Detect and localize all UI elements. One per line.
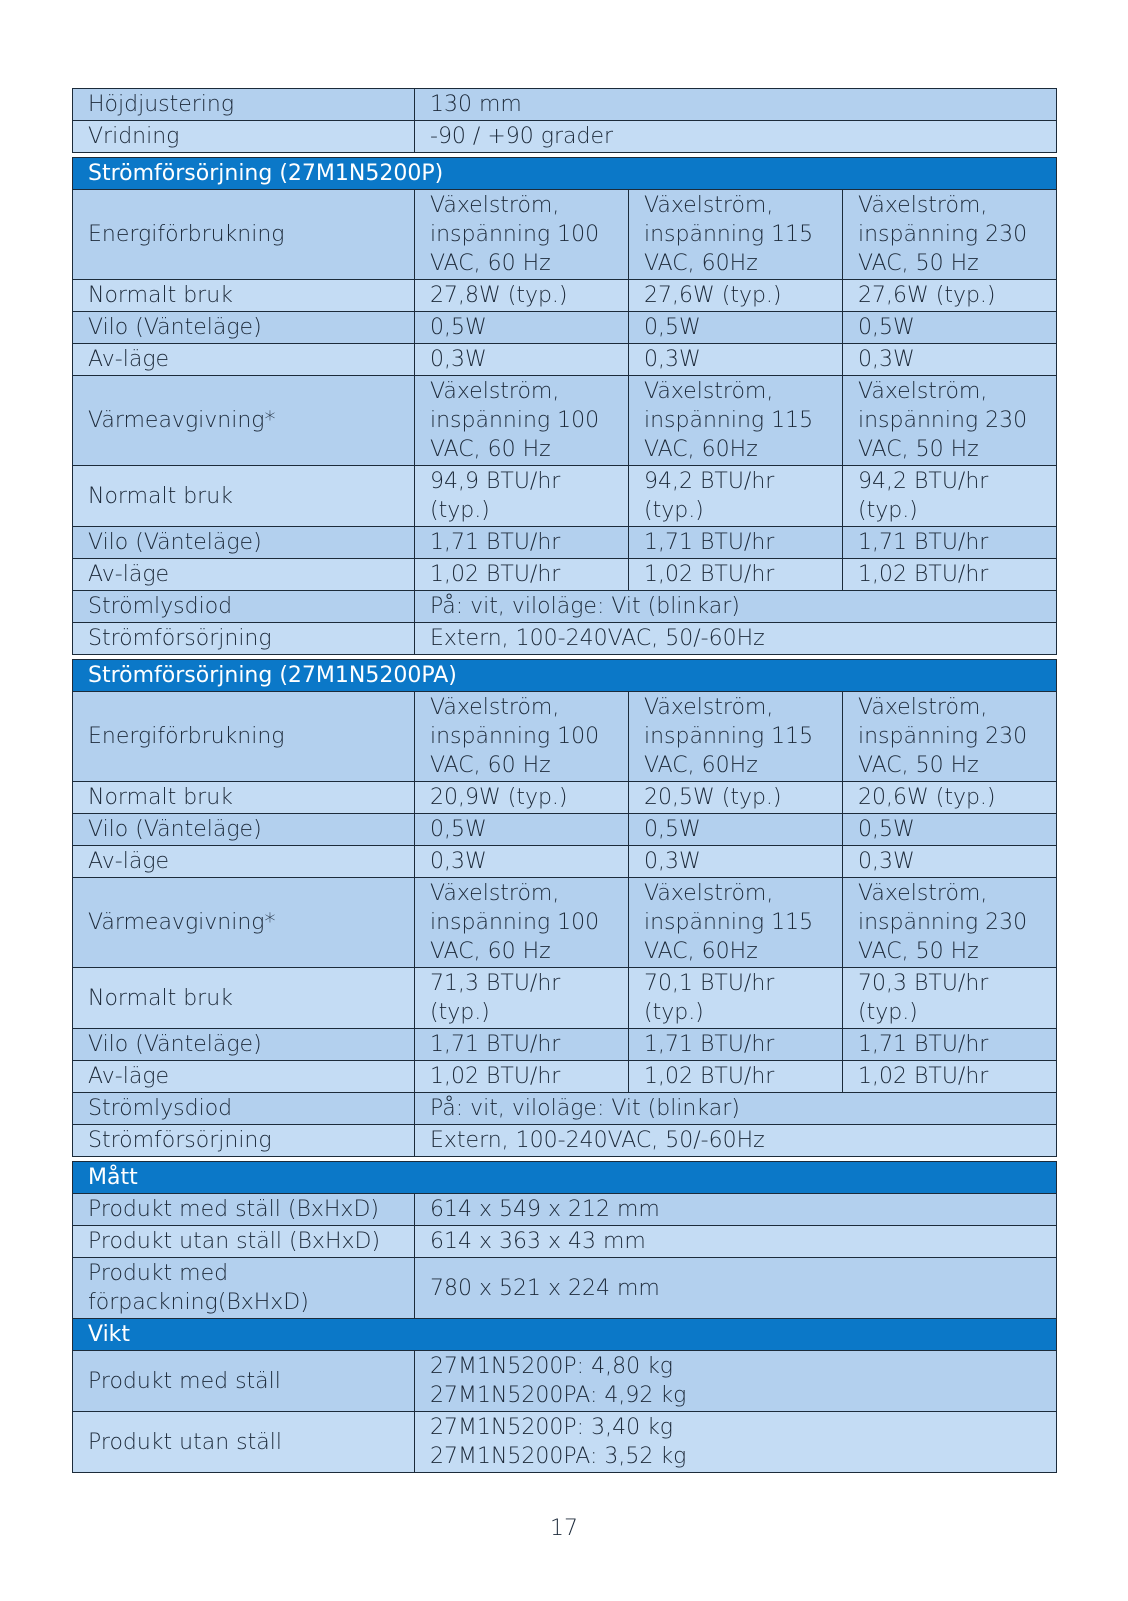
row-swivel — [73, 121, 1057, 153]
cell-value — [415, 1412, 1057, 1473]
cell-value: 94,2 BTU/hr (typ.) — [629, 466, 843, 527]
cell-value: 0,5W — [415, 312, 629, 344]
row-power-normal — [73, 280, 1057, 312]
cell-value: 1,71 BTU/hr — [843, 1029, 1057, 1061]
row-power-normal — [73, 782, 1057, 814]
cell-value: 1,02 BTU/hr — [415, 559, 629, 591]
cell-value: 20,9W (typ.) — [415, 782, 629, 814]
cell-value: Extern, 100-240VAC, 50/-60Hz — [415, 1125, 1057, 1157]
cell-label: Produkt med ställ (BxHxD) — [73, 1194, 415, 1226]
section-title: Vikt — [73, 1319, 1057, 1351]
cell-value: 27,6W (typ.) — [629, 280, 843, 312]
cell-value: 1,02 BTU/hr — [843, 559, 1057, 591]
cell-value: 614 x 549 x 212 mm — [415, 1194, 1057, 1226]
row-dim-without-stand — [73, 1226, 1057, 1258]
cell-condition: Växelström, inspänning 230 VAC, 50 Hz — [843, 376, 1057, 466]
cell-value: 0,3W — [415, 846, 629, 878]
row-heat-conditions — [73, 376, 1057, 466]
cell-value: 0,5W — [629, 312, 843, 344]
weight-line: 27M1N5200PA: 3,52 kg — [430, 1444, 687, 1469]
cell-value: 0,5W — [843, 312, 1057, 344]
weight-line: 27M1N5200P: 4,80 kg — [430, 1354, 674, 1379]
cell-value: 0,3W — [415, 344, 629, 376]
row-energy-conditions — [73, 692, 1057, 782]
row-power-off — [73, 344, 1057, 376]
row-energy-conditions — [73, 190, 1057, 280]
cell-label: Strömlysdiod — [73, 1093, 415, 1125]
cell-value: 20,5W (typ.) — [629, 782, 843, 814]
row-heat-conditions — [73, 878, 1057, 968]
cell-value: 1,71 BTU/hr — [843, 527, 1057, 559]
cell-value: 70,3 BTU/hr (typ.) — [843, 968, 1057, 1029]
row-heat-normal — [73, 968, 1057, 1029]
cell-label: Strömlysdiod — [73, 591, 415, 623]
row-heat-off — [73, 559, 1057, 591]
section-header-weight — [73, 1319, 1057, 1351]
cell-label: Energiförbrukning — [73, 692, 415, 782]
cell-value: 1,71 BTU/hr — [629, 1029, 843, 1061]
cell-label: Normalt bruk — [73, 782, 415, 814]
cell-label: Vridning — [73, 121, 415, 153]
cell-label: Av-läge — [73, 559, 415, 591]
cell-value: 27,6W (typ.) — [843, 280, 1057, 312]
cell-value: 20,6W (typ.) — [843, 782, 1057, 814]
cell-value: 0,3W — [629, 344, 843, 376]
cell-value: 0,3W — [843, 846, 1057, 878]
cell-condition: Växelström, inspänning 115 VAC, 60Hz — [629, 692, 843, 782]
cell-value: 27,8W (typ.) — [415, 280, 629, 312]
cell-value: 0,3W — [629, 846, 843, 878]
cell-condition: Växelström, inspänning 115 VAC, 60Hz — [629, 376, 843, 466]
cell-label: Strömförsörjning — [73, 1125, 415, 1157]
cell-value: 1,02 BTU/hr — [629, 1061, 843, 1093]
section-title: Mått — [73, 1162, 1057, 1194]
cell-value: 94,2 BTU/hr (typ.) — [843, 466, 1057, 527]
cell-condition: Växelström, inspänning 100 VAC, 60 Hz — [415, 376, 629, 466]
cell-value: 94,9 BTU/hr (typ.) — [415, 466, 629, 527]
cell-value: 71,3 BTU/hr (typ.) — [415, 968, 629, 1029]
row-power-supply — [73, 623, 1057, 655]
cell-label: Värmeavgivning* — [73, 376, 415, 466]
cell-value: 70,1 BTU/hr (typ.) — [629, 968, 843, 1029]
cell-value: 1,71 BTU/hr — [629, 527, 843, 559]
cell-label: Normalt bruk — [73, 466, 415, 527]
cell-value — [415, 1351, 1057, 1412]
cell-value: 0,5W — [843, 814, 1057, 846]
cell-condition: Växelström, inspänning 115 VAC, 60Hz — [629, 190, 843, 280]
cell-condition: Växelström, inspänning 100 VAC, 60 Hz — [415, 190, 629, 280]
row-power-led — [73, 1093, 1057, 1125]
row-heat-standby — [73, 1029, 1057, 1061]
cell-condition: Växelström, inspänning 100 VAC, 60 Hz — [415, 878, 629, 968]
cell-value: 780 x 521 x 224 mm — [415, 1258, 1057, 1319]
cell-value: 1,02 BTU/hr — [843, 1061, 1057, 1093]
cell-value: 1,71 BTU/hr — [415, 527, 629, 559]
spec-page — [72, 88, 1056, 1473]
cell-condition: Växelström, inspänning 230 VAC, 50 Hz — [843, 190, 1057, 280]
cell-label: Vilo (Vänteläge) — [73, 527, 415, 559]
cell-label: Strömförsörjning — [73, 623, 415, 655]
row-power-standby — [73, 814, 1057, 846]
cell-label: Produkt utan ställ (BxHxD) — [73, 1226, 415, 1258]
row-heat-standby — [73, 527, 1057, 559]
cell-value: 0,5W — [629, 814, 843, 846]
cell-condition: Växelström, inspänning 115 VAC, 60Hz — [629, 878, 843, 968]
cell-label: Vilo (Vänteläge) — [73, 814, 415, 846]
cell-value: 0,5W — [415, 814, 629, 846]
cell-value: På: vit, viloläge: Vit (blinkar) — [415, 1093, 1057, 1125]
cell-label: Normalt bruk — [73, 968, 415, 1029]
row-power-supply — [73, 1125, 1057, 1157]
cell-condition: Växelström, inspänning 230 VAC, 50 Hz — [843, 692, 1057, 782]
row-dim-packaging — [73, 1258, 1057, 1319]
row-weight-without-stand — [73, 1412, 1057, 1473]
cell-value: På: vit, viloläge: Vit (blinkar) — [415, 591, 1057, 623]
page-number: 17 — [550, 1516, 578, 1541]
section-header-dimensions — [73, 1162, 1057, 1194]
cell-value: 130 mm — [415, 89, 1057, 121]
cell-value: -90 / +90 grader — [415, 121, 1057, 153]
row-weight-with-stand — [73, 1351, 1057, 1412]
row-height-adjust — [73, 89, 1057, 121]
cell-condition: Växelström, inspänning 100 VAC, 60 Hz — [415, 692, 629, 782]
cell-label: Produkt utan ställ — [73, 1412, 415, 1473]
cell-label: Höjdjustering — [73, 89, 415, 121]
cell-label: Av-läge — [73, 344, 415, 376]
row-heat-off — [73, 1061, 1057, 1093]
cell-value: 1,02 BTU/hr — [629, 559, 843, 591]
cell-label: Normalt bruk — [73, 280, 415, 312]
cell-label: Vilo (Vänteläge) — [73, 312, 415, 344]
weight-line: 27M1N5200P: 3,40 kg — [430, 1415, 674, 1440]
section-title: Strömförsörjning (27M1N5200PA) — [73, 660, 1057, 692]
cell-label: Av-läge — [73, 1061, 415, 1093]
section-header-power-pa — [73, 660, 1057, 692]
cell-label: Av-läge — [73, 846, 415, 878]
cell-value: 614 x 363 x 43 mm — [415, 1226, 1057, 1258]
cell-label: Produkt med ställ — [73, 1351, 415, 1412]
cell-label: Produkt med förpackning(BxHxD) — [73, 1258, 415, 1319]
row-power-led — [73, 591, 1057, 623]
row-power-standby — [73, 312, 1057, 344]
cell-label: Vilo (Vänteläge) — [73, 1029, 415, 1061]
cell-value: Extern, 100-240VAC, 50/-60Hz — [415, 623, 1057, 655]
cell-label: Energiförbrukning — [73, 190, 415, 280]
weight-line: 27M1N5200PA: 4,92 kg — [430, 1383, 687, 1408]
cell-value: 1,02 BTU/hr — [415, 1061, 629, 1093]
spec-table — [72, 88, 1057, 1473]
section-title: Strömförsörjning (27M1N5200P) — [73, 158, 1057, 190]
section-header-power-p — [73, 158, 1057, 190]
cell-condition: Växelström, inspänning 230 VAC, 50 Hz — [843, 878, 1057, 968]
cell-label: Värmeavgivning* — [73, 878, 415, 968]
cell-value: 1,71 BTU/hr — [415, 1029, 629, 1061]
row-power-off — [73, 846, 1057, 878]
row-heat-normal — [73, 466, 1057, 527]
row-dim-with-stand — [73, 1194, 1057, 1226]
cell-value: 0,3W — [843, 344, 1057, 376]
